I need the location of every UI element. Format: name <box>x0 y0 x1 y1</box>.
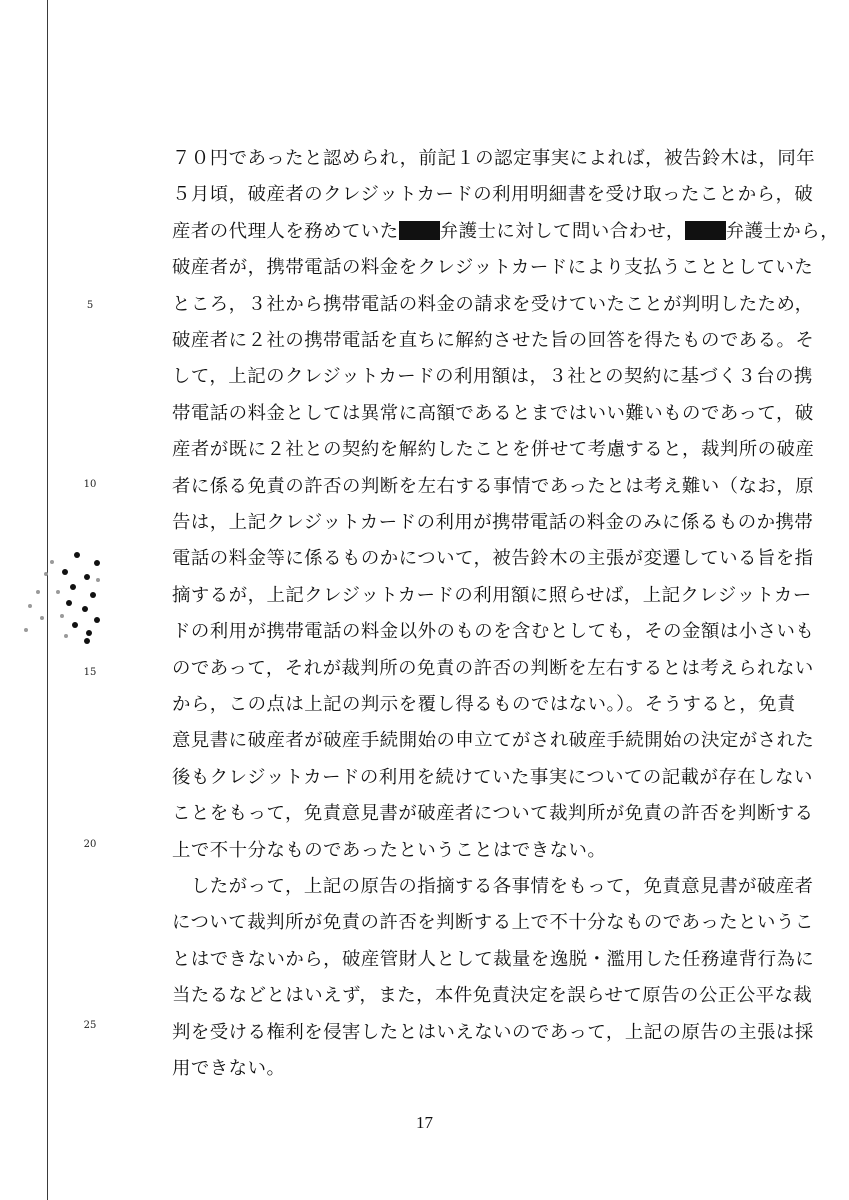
line-number: 5 <box>86 300 94 311</box>
text-line <box>172 984 812 1008</box>
text-segment: 帯電話の料金としては異常に高額であるとまではいい難いものであって，破 <box>172 402 814 424</box>
punch-dot <box>50 560 54 564</box>
punch-dot <box>90 592 96 598</box>
punch-dot <box>84 574 90 580</box>
text-segment: 電話の料金等に係るものかについて，被告鈴木の主張が変遷している旨を指 <box>172 548 814 570</box>
text-line <box>172 839 606 863</box>
text-line <box>172 402 814 426</box>
text-segment: ところ，３社から携帯電話の料金の請求を受けていたことが判明したため， <box>172 293 814 315</box>
text-line <box>172 729 814 753</box>
text-segment: 弁護士に対して問い合わせ， <box>439 220 685 242</box>
text-line <box>172 1057 285 1081</box>
punch-dot <box>96 578 100 582</box>
punch-dot <box>40 616 44 620</box>
text-line <box>172 365 813 389</box>
line-number: 20 <box>83 839 97 850</box>
text-segment: ことをもって，免責意見書が破産者について裁判所が免責の許否を判断する <box>172 803 814 825</box>
punch-dot <box>84 638 90 644</box>
line-number: 10 <box>83 479 97 490</box>
text-segment: のであって，それが裁判所の免責の許否の判断を左右するとは考えられない <box>172 657 814 679</box>
text-segment: ７０円であったと認められ，前記１の認定事実によれば，被告鈴木は，同年 <box>172 148 816 169</box>
text-line <box>172 511 813 535</box>
text-segment: したがって，上記の原告の指摘する各事情をもって，免責意見書が破産者 <box>172 876 814 897</box>
punch-dot <box>60 614 64 618</box>
text-line <box>172 475 814 499</box>
text-line <box>172 766 813 790</box>
punch-dot <box>74 552 80 558</box>
punch-dot <box>86 630 92 636</box>
text-line <box>172 875 814 899</box>
redaction-box <box>685 221 726 240</box>
punch-dot <box>64 634 68 638</box>
text-line <box>172 1021 814 1045</box>
text-segment: 判を受ける権利を侵害したとはいえないのであって，上記の原告の主張は採 <box>172 1021 814 1043</box>
text-line <box>172 438 814 462</box>
text-line <box>172 293 814 317</box>
punch-dot <box>28 604 32 608</box>
text-segment: から，この点は上記の判示を覆し得るものではない。）。そうすると，免責 <box>172 694 796 715</box>
text-line <box>172 620 814 644</box>
text-line <box>172 147 815 171</box>
text-line <box>172 693 796 717</box>
text-line <box>172 547 814 571</box>
punch-dot <box>62 569 68 575</box>
text-line <box>172 584 812 608</box>
text-segment: 上で不十分なものであったということはできない。 <box>172 839 607 861</box>
punch-dot <box>94 560 100 566</box>
punch-dot <box>70 584 76 590</box>
text-line <box>172 911 814 935</box>
text-segment: ドの利用が携帯電話の料金以外のものを含むとしても，その金額は小さいも <box>172 621 815 643</box>
text-segment: とはできないから，破産管財人として裁量を逸脱・濫用した任務違背行為に <box>172 948 815 970</box>
text-segment: 当たるなどとはいえず，また，本件免責決定を誤らせて原告の公正公平な裁 <box>172 985 813 1007</box>
text-line <box>172 329 814 353</box>
punch-dot <box>56 590 60 594</box>
text-segment: して，上記のクレジットカードの利用額は，３社との契約に基づく３台の携 <box>172 366 813 388</box>
punch-dot <box>44 572 48 576</box>
text-segment: ５月頃，破産者のクレジットカードの利用明細書を受け取ったことから，破 <box>172 184 814 206</box>
text-segment: 意見書に破産者が破産手続開始の申立てがされ破産手続開始の決定がされた <box>172 730 815 752</box>
text-segment: 摘するが，上記クレジットカードの利用額に照らせば，上記クレジットカー <box>172 584 812 606</box>
punch-dot <box>24 628 28 632</box>
text-segment: について裁判所が免責の許否を判断する上で不十分なものであったというこ <box>172 912 814 934</box>
text-segment: 用できない。 <box>172 1058 286 1079</box>
line-number: 25 <box>83 1020 97 1031</box>
text-segment: 破産者に２社の携帯電話を直ちに解約させた旨の回答を得たものである。そ <box>172 330 815 351</box>
margin-rule <box>47 0 48 1200</box>
punch-dot <box>82 606 88 612</box>
punch-dot <box>94 617 100 623</box>
page-number: 17 <box>416 1113 433 1132</box>
text-line <box>172 948 814 972</box>
punch-dot <box>72 622 78 628</box>
text-segment: 産者の代理人を務めていた <box>172 220 399 242</box>
text-segment: 者に係る免責の許否の判断を左右する事情であったとは考え難い（なお，原 <box>172 475 815 497</box>
text-line <box>172 657 814 681</box>
text-line <box>172 802 814 826</box>
text-segment: 破産者が，携帯電話の料金をクレジットカードにより支払うこととしていた <box>172 257 814 279</box>
text-line <box>172 183 813 207</box>
text-segment: 弁護士から， <box>725 220 840 242</box>
text-segment: 告は，上記クレジットカードの利用が携帯電話の料金のみに係るものか携帯 <box>172 512 814 533</box>
text-segment: 産者が既に２社との契約を解約したことを併せて考慮すると，裁判所の破産 <box>172 439 815 461</box>
text-segment: 後もクレジットカードの利用を続けていた事実についての記載が存在しない <box>172 766 813 788</box>
text-line <box>172 256 813 280</box>
line-number: 15 <box>83 667 97 678</box>
text-line <box>172 220 839 244</box>
punch-dot <box>66 600 72 606</box>
punch-dot <box>36 590 40 594</box>
redaction-box <box>399 221 440 240</box>
